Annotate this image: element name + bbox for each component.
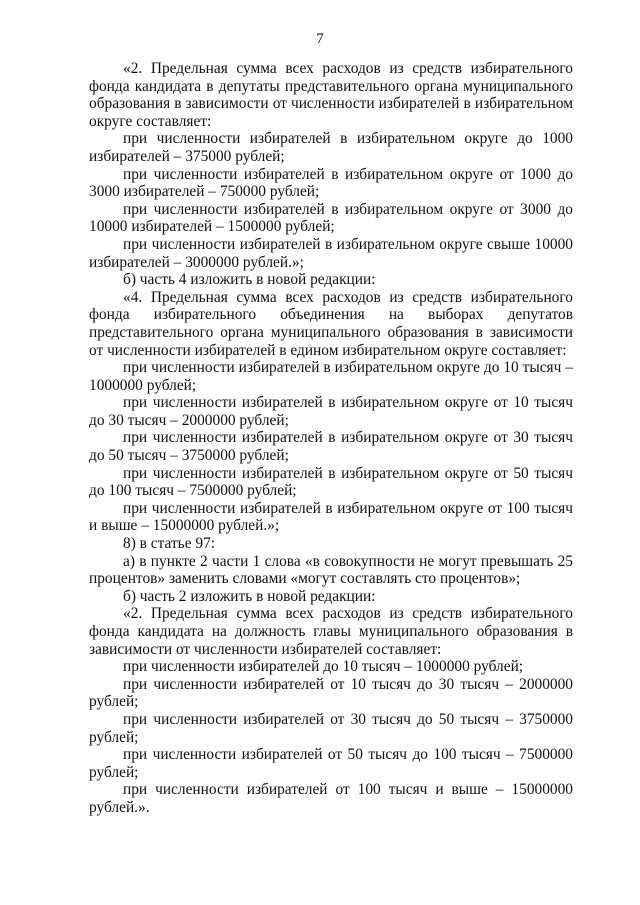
paragraph: при численности избирателей в избирательном округе от 100 тысяч и выше – 15000000 рублей.»; [89, 499, 573, 535]
paragraph: при численности избирателей в избирательном округе от 1000 до 3000 избирателей – 750000 рублей; [89, 165, 573, 201]
paragraph: при численности избирателей от 30 тысяч до 50 тысяч – 3750000 рублей; [89, 710, 573, 746]
paragraph: при численности избирателей до 10 тысяч – 1000000 рублей; [123, 658, 524, 676]
paragraph: при численности избирателей в избирательном округе от 30 тысяч до 50 тысяч – 3750000 рублей; [89, 429, 573, 465]
paragraph: «2. Предельная сумма всех расходов из средств избирательного фонда кандидата в депутаты представительного органа муниципального образования в зависимости от численности избирателей в избирательном округе составляет: [89, 60, 573, 130]
paragraph: при численности избирателей в избирательном округе до 1000 избирателей – 375000 рублей; [89, 130, 573, 165]
paragraph: при численности избирателей в избирательном округе до 10 тысяч – 1000000 рублей; [89, 359, 573, 394]
paragraph: при численности избирателей от 10 тысяч до 30 тысяч – 2000000 рублей; [89, 675, 573, 711]
paragraph: 8) в статье 97: [123, 535, 216, 553]
document-body [89, 60, 573, 817]
paragraph: а) в пункте 2 части 1 слова «в совокупности не могут превышать 25 процентов» заменить словами «могут составлять сто процентов»; [89, 552, 573, 588]
paragraph: б) часть 2 изложить в новой редакции: [123, 587, 376, 605]
paragraph: «2. Предельная сумма всех расходов из средств избирательного фонда кандидата на должность главы муниципального образования в зависимости от численности избирателей составляет: [89, 605, 573, 658]
paragraph: при численности избирателей от 100 тысяч и выше – 15000000 рублей.». [89, 781, 573, 816]
paragraph: при численности избирателей в избирательном округе от 10 тысяч до 30 тысяч – 2000000 рублей; [89, 394, 573, 429]
page-number: 7 [316, 31, 324, 47]
paragraph: б) часть 4 изложить в новой редакции: [123, 271, 376, 289]
paragraph: при численности избирателей в избирательном округе свыше 10000 избирателей – 3000000 рублей.»; [89, 235, 573, 271]
paragraph: при численности избирателей от 50 тысяч до 100 тысяч – 7500000 рублей; [89, 746, 573, 781]
paragraph: «4. Предельная сумма всех расходов из средств избирательного фонда избирательного объединения на выборах депутатов представительного органа муниципального образования в зависимости от численности избирателей в едином избирательном округе составляет: [89, 288, 573, 359]
paragraph: при численности избирателей в избирательном округе от 50 тысяч до 100 тысяч – 7500000 рублей; [89, 464, 573, 500]
paragraph: при численности избирателей в избирательном округе от 3000 до 10000 избирателей – 1500000 рублей; [89, 200, 573, 236]
